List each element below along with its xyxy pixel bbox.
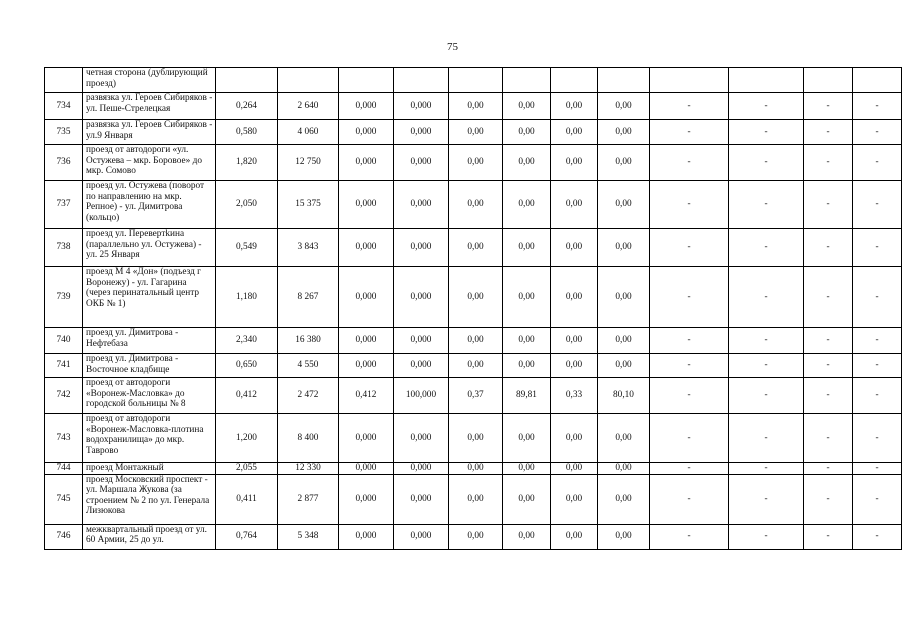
value-cell: - [804,474,853,524]
value-cell: - [650,354,729,378]
value-cell: - [853,354,902,378]
value-cell [598,68,650,93]
value-cell: 0,00 [449,463,503,475]
value-cell: 0,000 [394,463,449,475]
value-cell: 0,000 [394,474,449,524]
value-cell: - [650,181,729,229]
value-cell: 100,000 [394,378,449,414]
row-number-cell: 739 [45,267,83,328]
value-cell: - [804,354,853,378]
row-number-cell: 738 [45,229,83,267]
row-number-cell: 740 [45,328,83,354]
value-cell: 0,00 [503,120,551,145]
value-cell [551,68,598,93]
value-cell: 0,00 [598,414,650,463]
value-cell: 0,549 [216,229,278,267]
value-cell: 3 843 [278,229,339,267]
value-cell: 0,00 [551,463,598,475]
value-cell: 0,00 [503,474,551,524]
value-cell: - [804,328,853,354]
value-cell [804,68,853,93]
value-cell: - [650,524,729,549]
value-cell: 0,00 [551,120,598,145]
value-cell: 12 750 [278,145,339,181]
value-cell: 80,10 [598,378,650,414]
table-row [45,524,902,549]
value-cell: 0,00 [449,328,503,354]
value-cell: 0,00 [598,181,650,229]
value-cell: 0,00 [551,474,598,524]
value-cell: - [853,120,902,145]
value-cell: - [853,463,902,475]
row-number-cell: 734 [45,93,83,120]
value-cell: 0,412 [339,378,394,414]
value-cell: 0,00 [551,354,598,378]
value-cell: 0,00 [449,267,503,328]
value-cell: 0,000 [394,229,449,267]
value-cell: 0,00 [503,267,551,328]
value-cell: 2 877 [278,474,339,524]
value-cell: 0,00 [551,181,598,229]
value-cell [394,68,449,93]
value-cell: 2 472 [278,378,339,414]
value-cell: 0,00 [598,229,650,267]
road-name-cell: проезд от автодороги «Воронеж-Масловка» до городской больницы № 8 [83,378,216,414]
table-row [45,68,902,93]
table-row [45,414,902,463]
value-cell: 0,00 [598,474,650,524]
value-cell: 0,000 [339,93,394,120]
value-cell: 0,00 [598,145,650,181]
value-cell: - [650,229,729,267]
row-number-cell: 744 [45,463,83,475]
value-cell: 0,00 [449,354,503,378]
value-cell: - [853,229,902,267]
value-cell: - [729,145,804,181]
value-cell: - [804,93,853,120]
page-number: 75 [447,41,458,53]
value-cell: 0,000 [339,229,394,267]
table-row [45,378,902,414]
row-number-cell: 743 [45,414,83,463]
value-cell: - [729,378,804,414]
row-number-cell: 741 [45,354,83,378]
value-cell: 1,820 [216,145,278,181]
value-cell: 12 330 [278,463,339,475]
value-cell: 0,764 [216,524,278,549]
value-cell: 0,33 [551,378,598,414]
road-name-cell: проезд от автодороги «ул. Остужева – мкр. Боровое» до мкр. Сомово [83,145,216,181]
value-cell: - [650,378,729,414]
value-cell: 0,00 [503,463,551,475]
value-cell: 0,00 [503,414,551,463]
table-row [45,181,902,229]
road-name-cell: проезд Московский проспект - ул. Маршала Жукова (за строением № 2 по ул. Генерала Лизюкова [83,474,216,524]
row-number-cell: 737 [45,181,83,229]
value-cell: 0,580 [216,120,278,145]
value-cell: - [650,328,729,354]
value-cell: - [650,267,729,328]
value-cell: - [729,93,804,120]
value-cell: 0,00 [503,93,551,120]
value-cell: 0,00 [503,524,551,549]
value-cell: 8 400 [278,414,339,463]
value-cell: - [650,414,729,463]
value-cell: 0,000 [394,93,449,120]
value-cell: 0,00 [551,229,598,267]
value-cell: 0,00 [503,145,551,181]
road-name-cell: развязка ул. Героев Сибиряков - ул. Пеше-Стрелецкая [83,93,216,120]
road-name-cell: проезд от автодороги «Воронеж-Масловка-плотина водохранилища» до мкр. Таврово [83,414,216,463]
value-cell: 0,000 [394,120,449,145]
road-name-cell: проезд ул. Перевертkина (параллельно ул. Остужева) - ул. 25 Января [83,229,216,267]
value-cell: - [804,229,853,267]
value-cell: - [650,474,729,524]
road-name-cell: четная сторона (дублирующий проезд) [83,68,216,93]
value-cell: 0,00 [449,474,503,524]
value-cell: - [729,474,804,524]
value-cell: - [729,354,804,378]
value-cell: - [853,524,902,549]
value-cell: 1,200 [216,414,278,463]
value-cell: 0,264 [216,93,278,120]
value-cell: 0,00 [449,181,503,229]
road-name-cell: проезд ул. Димитрова - Нефтебаза [83,328,216,354]
row-number-cell: 742 [45,378,83,414]
value-cell: - [804,524,853,549]
row-number-cell: 746 [45,524,83,549]
value-cell: 0,000 [394,328,449,354]
value-cell: - [853,474,902,524]
value-cell: 0,000 [339,414,394,463]
value-cell: - [650,463,729,475]
value-cell: - [853,145,902,181]
value-cell: - [804,378,853,414]
table-row [45,93,902,120]
value-cell: 0,00 [551,267,598,328]
table-row [45,145,902,181]
value-cell: - [729,463,804,475]
table-row [45,354,902,378]
value-cell: 0,000 [339,524,394,549]
value-cell: - [804,267,853,328]
value-cell: 0,000 [394,354,449,378]
value-cell: 0,000 [394,524,449,549]
row-number-cell [45,68,83,93]
table-row [45,229,902,267]
value-cell: 0,00 [449,93,503,120]
value-cell [449,68,503,93]
value-cell: 0,00 [449,414,503,463]
road-name-cell: проезд ул. Димитрова - Восточное кладбище [83,354,216,378]
value-cell: 0,00 [449,229,503,267]
value-cell: 0,000 [339,120,394,145]
value-cell: 0,00 [551,524,598,549]
value-cell: 0,000 [394,267,449,328]
value-cell: - [804,414,853,463]
value-cell: - [853,414,902,463]
value-cell: 5 348 [278,524,339,549]
value-cell: 0,00 [598,120,650,145]
value-cell: - [804,145,853,181]
roads-table [44,67,902,550]
value-cell: - [804,120,853,145]
table-row [45,474,902,524]
value-cell: - [650,145,729,181]
table-row [45,267,902,328]
row-number-cell: 745 [45,474,83,524]
value-cell: 0,000 [339,328,394,354]
value-cell: 2,055 [216,463,278,475]
value-cell: 4 550 [278,354,339,378]
value-cell: 0,00 [598,524,650,549]
value-cell: 0,00 [503,354,551,378]
value-cell: 0,000 [394,181,449,229]
value-cell: 0,000 [339,474,394,524]
value-cell: 0,000 [339,463,394,475]
table-row [45,463,902,475]
value-cell [853,68,902,93]
value-cell: 0,000 [394,414,449,463]
value-cell: 0,00 [551,93,598,120]
value-cell: 2,050 [216,181,278,229]
value-cell: - [729,229,804,267]
value-cell: 16 380 [278,328,339,354]
value-cell: - [729,414,804,463]
value-cell [650,68,729,93]
road-name-cell: проезд ул. Остужева (поворот по направлению на мкр. Репное) - ул. Димитрова (кольцо) [83,181,216,229]
value-cell: 0,00 [598,267,650,328]
value-cell: 0,00 [449,145,503,181]
value-cell: 0,412 [216,378,278,414]
value-cell: 2,340 [216,328,278,354]
value-cell: 0,00 [449,120,503,145]
value-cell: - [804,463,853,475]
value-cell: 0,411 [216,474,278,524]
value-cell: - [650,93,729,120]
value-cell: 0,650 [216,354,278,378]
value-cell: - [729,524,804,549]
road-name-cell: проезд Монтажный [83,463,216,475]
value-cell: 0,00 [503,181,551,229]
value-cell: - [729,181,804,229]
road-name-cell: проезд М 4 «Дон» (подъезд г Воронежу) - ул. Гагарина (через перинатальный центр ОКБ № 1) [83,267,216,328]
value-cell: 0,000 [394,145,449,181]
value-cell: - [804,181,853,229]
value-cell: 0,00 [503,229,551,267]
value-cell: - [853,181,902,229]
value-cell: 4 060 [278,120,339,145]
value-cell: - [729,267,804,328]
value-cell: - [729,120,804,145]
value-cell: 0,00 [598,328,650,354]
value-cell: 0,000 [339,267,394,328]
value-cell: - [853,93,902,120]
value-cell: 0,00 [598,93,650,120]
roads-table-container [44,67,901,550]
value-cell: 0,00 [449,524,503,549]
table-row [45,120,902,145]
value-cell [503,68,551,93]
value-cell: 0,000 [339,354,394,378]
value-cell: 0,00 [551,328,598,354]
value-cell: 0,000 [339,145,394,181]
value-cell [216,68,278,93]
value-cell: 0,000 [339,181,394,229]
value-cell: 0,00 [551,414,598,463]
value-cell: 1,180 [216,267,278,328]
value-cell: 0,00 [551,145,598,181]
value-cell: 0,00 [598,354,650,378]
value-cell: - [729,328,804,354]
value-cell: - [853,378,902,414]
value-cell: - [853,267,902,328]
value-cell: 0,37 [449,378,503,414]
value-cell [729,68,804,93]
table-row [45,328,902,354]
value-cell [278,68,339,93]
value-cell: 15 375 [278,181,339,229]
value-cell: 0,00 [503,328,551,354]
value-cell: 0,00 [598,463,650,475]
value-cell: 2 640 [278,93,339,120]
value-cell: 8 267 [278,267,339,328]
road-name-cell: межквартальный проезд от ул. 60 Армии, 25 до ул. [83,524,216,549]
value-cell: - [853,328,902,354]
row-number-cell: 736 [45,145,83,181]
value-cell: - [650,120,729,145]
row-number-cell: 735 [45,120,83,145]
value-cell: 89,81 [503,378,551,414]
road-name-cell: развязка ул. Героев Сибиряков - ул.9 Января [83,120,216,145]
value-cell [339,68,394,93]
